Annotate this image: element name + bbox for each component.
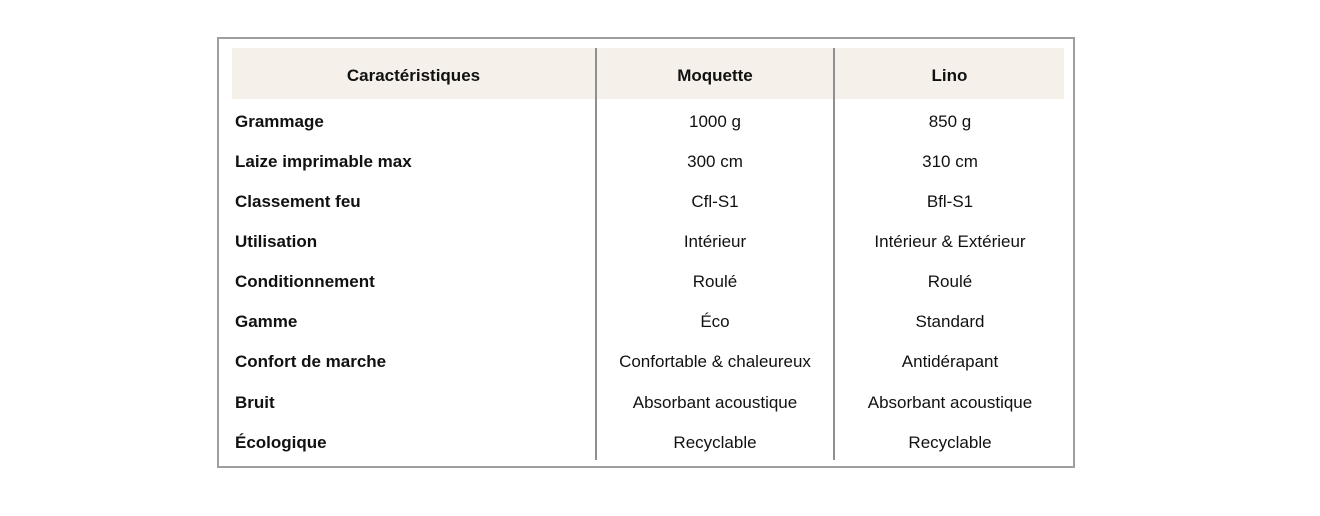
moquette-value: Absorbant acoustique [632, 393, 798, 412]
row-label: Bruit [235, 393, 275, 412]
row-label: Conditionnement [235, 272, 375, 291]
lino-value: Recyclable [908, 433, 992, 452]
row-label: Écologique [235, 433, 327, 452]
lino-value: Standard [915, 312, 985, 331]
moquette-value: Intérieur [683, 232, 747, 251]
row-label: Confort de marche [235, 352, 387, 371]
moquette-value: 300 cm [687, 152, 743, 171]
lino-value: Bfl-S1 [926, 192, 974, 211]
moquette-value: 1000 g [689, 112, 741, 131]
lino-value: Absorbant acoustique [867, 393, 1033, 412]
row-label: Gamme [235, 312, 298, 331]
lino-value: 310 cm [922, 152, 978, 171]
lino-value: Intérieur & Extérieur [874, 232, 1026, 251]
row-label: Laize imprimable max [235, 152, 412, 171]
moquette-value: Roulé [692, 272, 738, 291]
header-moquette: Moquette [677, 66, 753, 85]
lino-value: Roulé [927, 272, 973, 291]
row-label: Grammage [235, 112, 324, 131]
header-caracteristiques: Caractéristiques [346, 66, 481, 85]
row-label: Utilisation [235, 232, 318, 251]
moquette-value: Cfl-S1 [691, 192, 739, 211]
moquette-value: Confortable & chaleureux [619, 352, 811, 371]
row-label: Classement feu [235, 192, 361, 211]
header-lino: Lino [931, 66, 968, 85]
lino-value: Antidérapant [901, 352, 999, 371]
moquette-value: Recyclable [673, 433, 757, 452]
moquette-value: Éco [700, 312, 730, 331]
lino-value: 850 g [928, 112, 972, 131]
